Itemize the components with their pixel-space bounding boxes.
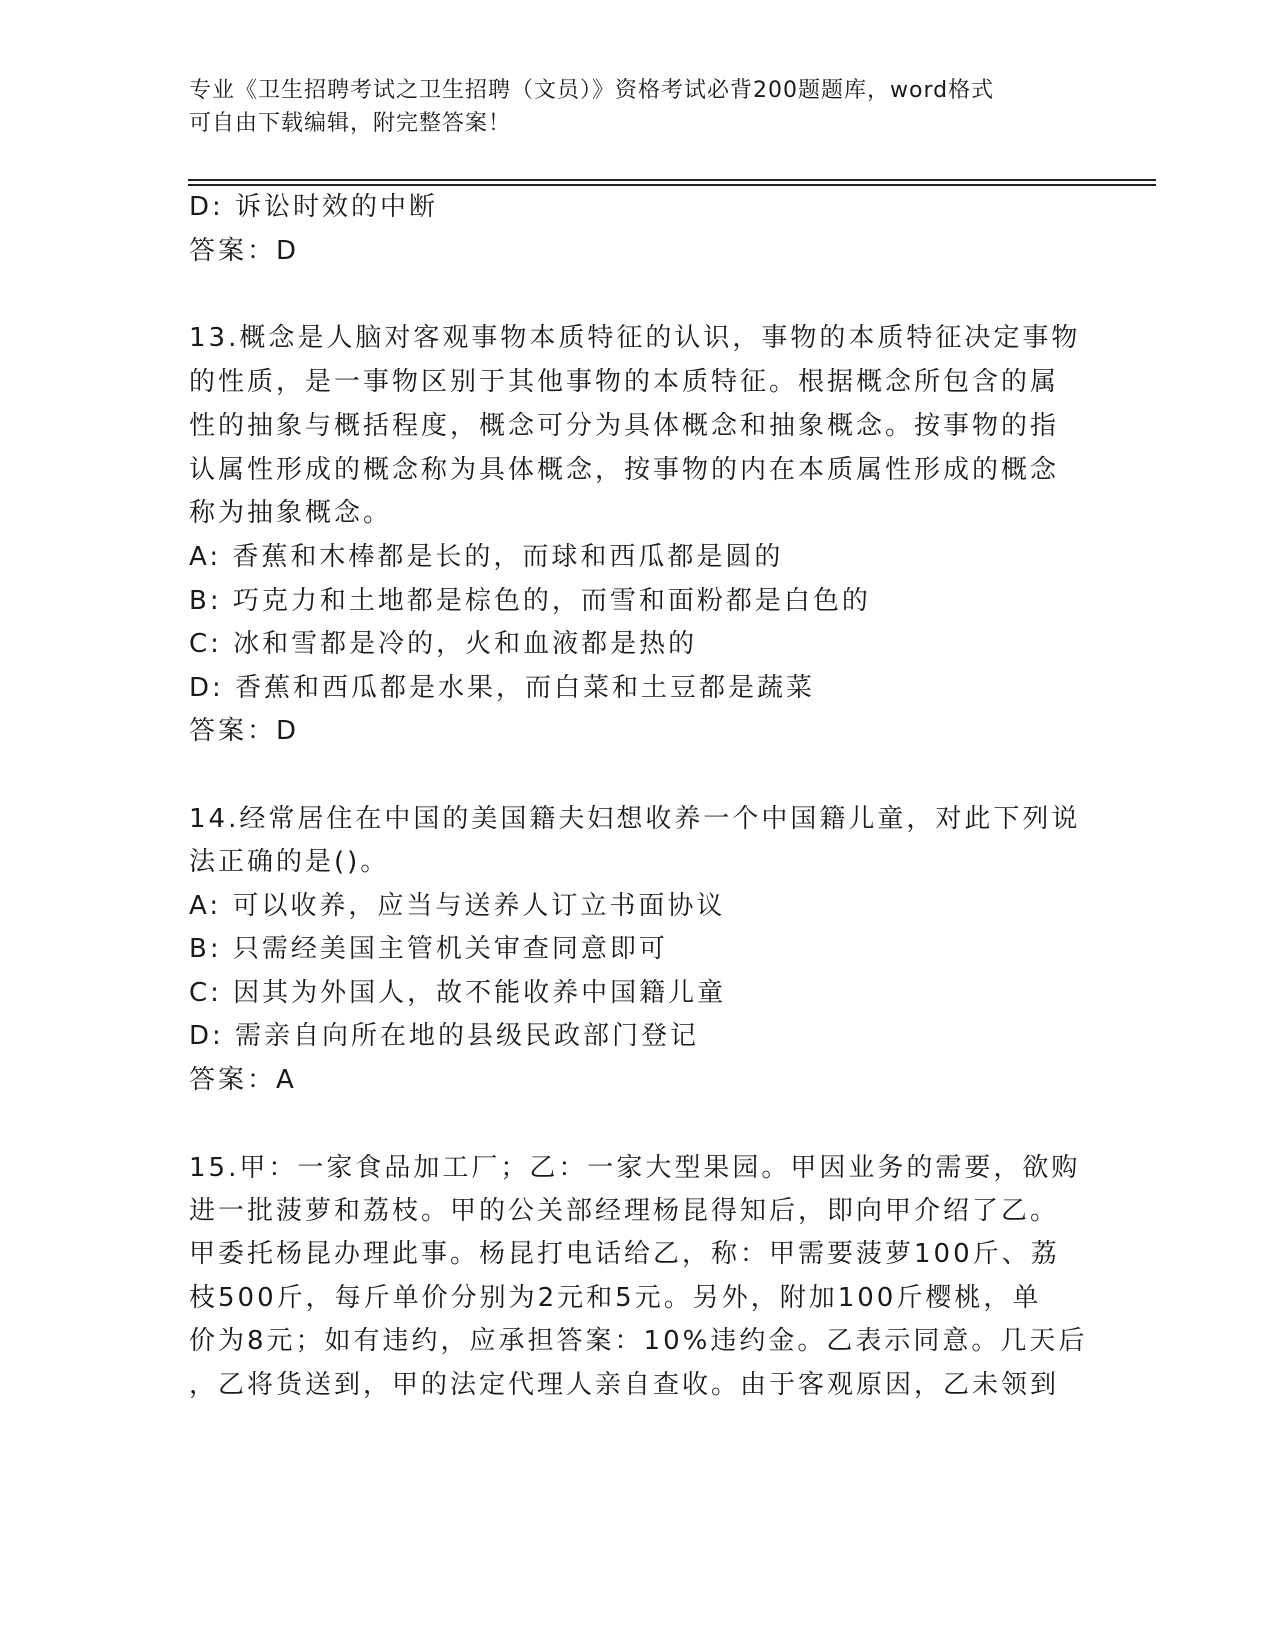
- q14-option-b: B: 只需经美国主管机关审查同意即可: [189, 934, 668, 964]
- q14-stem-line: 14.经常居住在中国的美国籍夫妇想收养一个中国籍儿童，对此下列说: [189, 804, 1081, 834]
- q13-stem-line: 称为抽象概念。: [189, 498, 393, 528]
- q13-option-a: A: 香蕉和木棒都是长的，而球和西瓜都是圆的: [189, 542, 784, 572]
- header-divider-top: [188, 179, 1156, 181]
- q15-stem-line: 价为8元；如有违约，应承担答案：10%违约金。乙表示同意。几天后: [189, 1326, 1088, 1356]
- q12-answer: 答案：D: [189, 236, 300, 266]
- q14-stem-line: 法正确的是()。: [189, 847, 390, 877]
- document-header: [189, 74, 1089, 140]
- q15-stem-line: ，乙将货送到，甲的法定代理人亲自查收。由于客观原因，乙未领到: [189, 1370, 1060, 1400]
- q13-stem-line: 的性质，是一事物区别于其他事物的本质特征。根据概念所包含的属: [189, 367, 1060, 397]
- q14-answer: 答案：A: [189, 1065, 297, 1095]
- q15-stem-line: 进一批菠萝和荔枝。甲的公关部经理杨昆得知后，即向甲介绍了乙。: [189, 1196, 1060, 1226]
- q13-stem-line: 13.概念是人脑对客观事物本质特征的认识，事物的本质特征决定事物: [189, 323, 1081, 353]
- q15-stem-line: 15.甲：一家食品加工厂；乙：一家大型果园。甲因业务的需要，欲购: [189, 1153, 1081, 1183]
- q15-stem-line: 枝500斤，每斤单价分别为2元和5元。另外，附加100斤樱桃，单: [189, 1283, 1042, 1313]
- q14-option-a: A: 可以收养，应当与送养人订立书面协议: [189, 891, 726, 921]
- q13-option-c: C: 冰和雪都是冷的，火和血液都是热的: [189, 629, 698, 659]
- q15-stem-line: 甲委托杨昆办理此事。杨昆打电话给乙，称：甲需要菠萝100斤、荔: [189, 1239, 1060, 1269]
- q14-option-c: C: 因其为外国人，故不能收养中国籍儿童: [189, 978, 727, 1008]
- header-line-2: 可自由下载编辑，附完整答案！: [189, 111, 512, 136]
- q12-option-d: D: 诉讼时效的中断: [189, 192, 439, 222]
- q13-option-d: D: 香蕉和西瓜都是水果，而白菜和土豆都是蔬菜: [189, 673, 816, 703]
- q13-answer: 答案：D: [189, 716, 300, 746]
- header-line-1: 专业《卫生招聘考试之卫生招聘（文员）》资格考试必背200题题库，word格式: [189, 78, 995, 103]
- q13-stem-line: 性的抽象与概括程度，概念可分为具体概念和抽象概念。按事物的指: [189, 411, 1060, 441]
- q14-option-d: D: 需亲自向所在地的县级民政部门登记: [189, 1021, 700, 1051]
- q13-stem-line: 认属性形成的概念称为具体概念，按事物的内在本质属性形成的概念: [189, 455, 1060, 485]
- q13-option-b: B: 巧克力和土地都是棕色的，而雪和面粉都是白色的: [189, 586, 871, 616]
